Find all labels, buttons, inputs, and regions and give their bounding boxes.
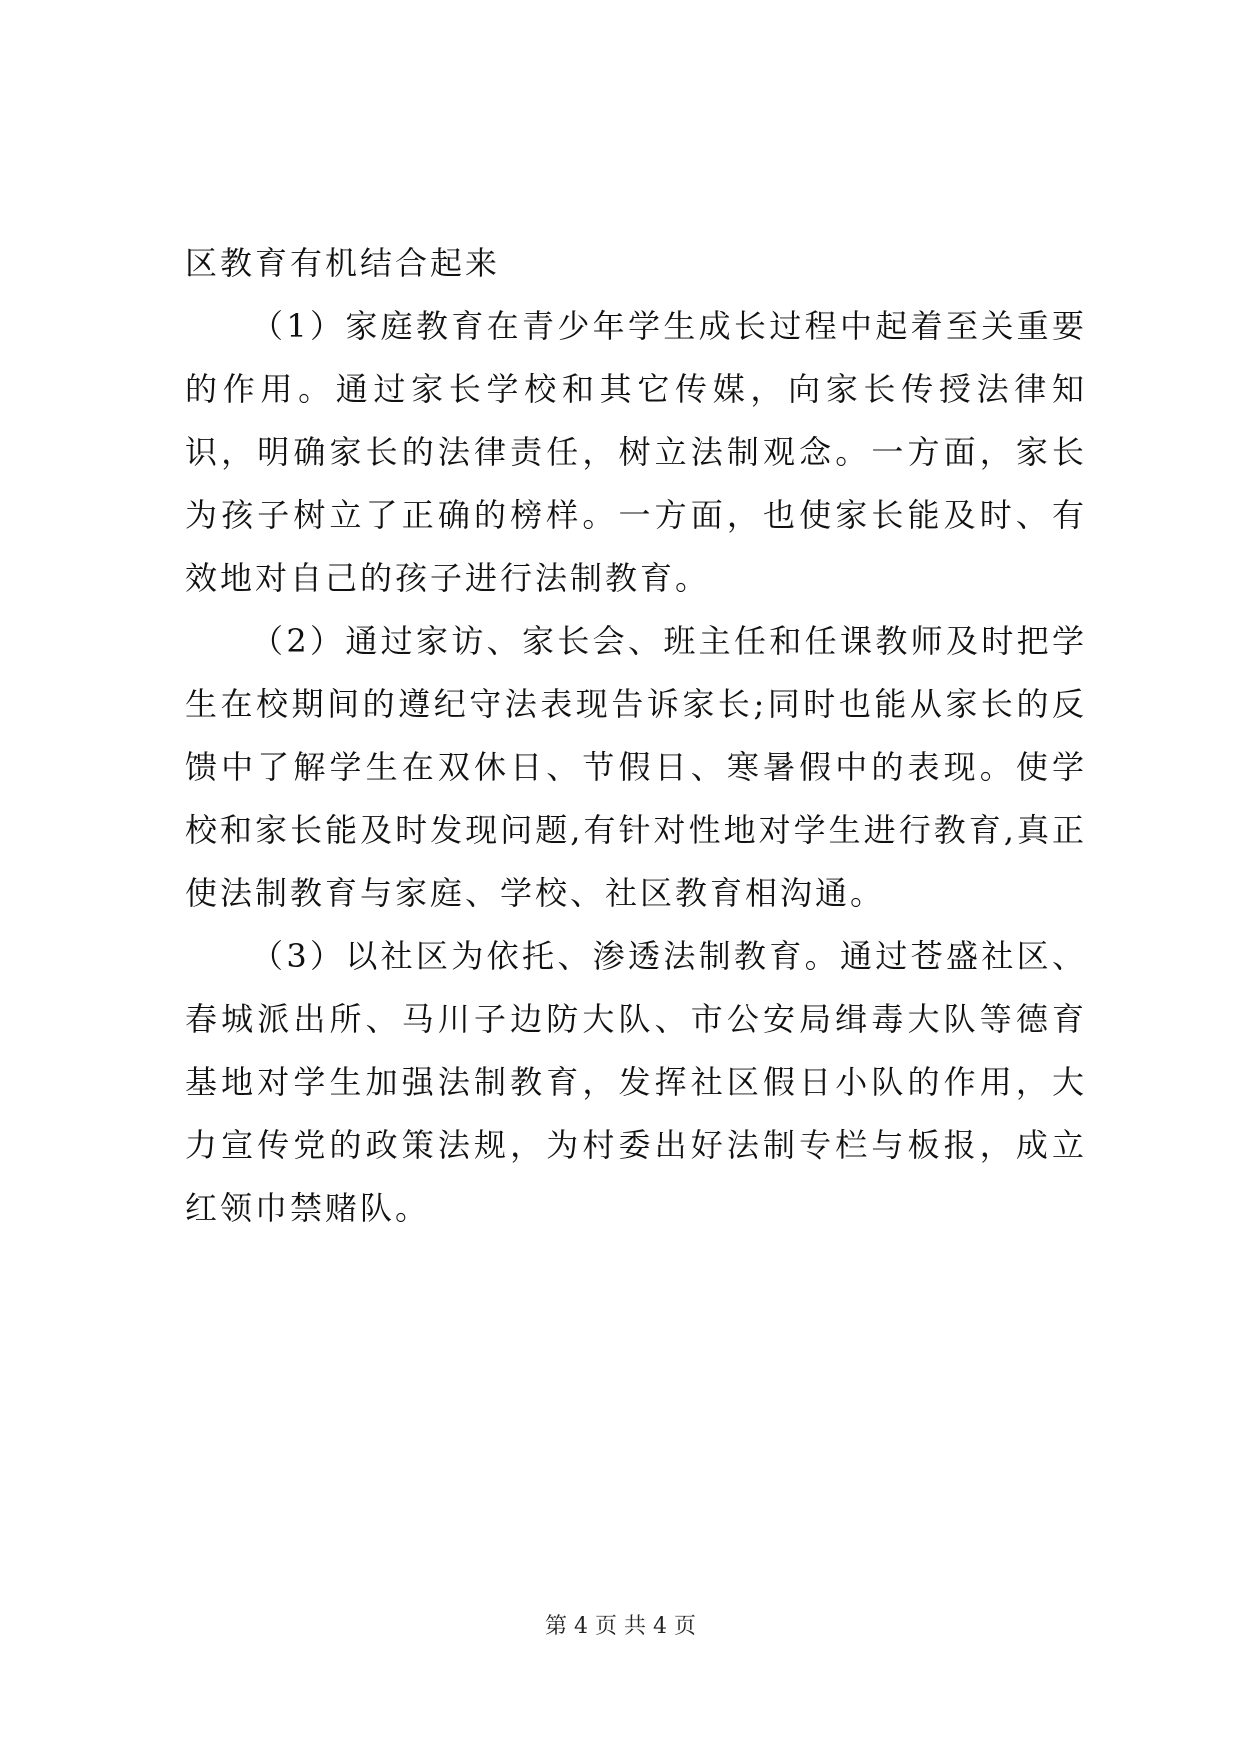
paragraph-item-3: （3）以社区为依托、渗透法制教育。通过苍盛社区、春城派出所、马川子边防大队、市公安局缉毒大队等德育基地对学生加强法制教育，发挥社区假日小队的作用，大力宣传党的政策法规，为村委出好法制专栏与板报，成立红领巾禁赌队。 (185, 937, 1087, 1227)
page-footer: 第 4 页 共 4 页 (545, 1614, 696, 1639)
paragraph-item-2: （2）通过家访、家长会、班主任和任课教师及时把学生在校期间的遵纪守法表现告诉家长;同时也能从家长的反馈中了解学生在双休日、节假日、寒暑假中的表现。使学校和家长能及时发现问题,有针对性地对学生进行教育,真正使法制教育与家庭、学校、社区教育相沟通。 (185, 622, 1087, 912)
document-body (185, 232, 1087, 1240)
paragraph-item-1: （1）家庭教育在青少年学生成长过程中起着至关重要的作用。通过家长学校和其它传媒，向家长传授法律知识，明确家长的法律责任，树立法制观念。一方面，家长为孩子树立了正确的榜样。一方面，也使家长能及时、有效地对自己的孩子进行法制教育。 (185, 307, 1087, 597)
paragraph-continuation: 区教育有机结合起来 (185, 244, 501, 282)
